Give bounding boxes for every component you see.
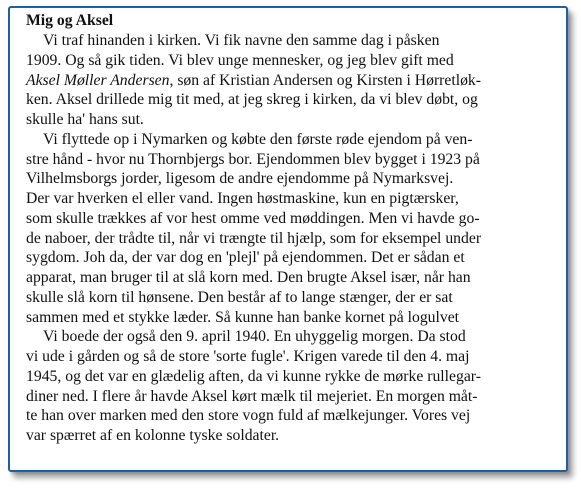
text-line: stre hånd - hvor nu Thornbjergs bor. Ejendommen blev bygget i 1923 på <box>26 150 480 168</box>
text-fragment: , søn af Kristian Andersen og Kirsten i Hørretløk- <box>169 71 481 89</box>
text-line: vi ude i gården og så de store 'sorte fugle'. Krigen varede til den 4. maj <box>26 348 470 365</box>
text-line: skulle slå korn til hønsene. Den består af to lange stænger, der er sat <box>26 288 453 306</box>
text-line: sygdom. Joh da, der var dog en 'plejl' på ejendommen. Det er sådan et <box>26 249 465 267</box>
text-line: de naboer, der trådte til, når vi trængte til hjælp, som for eksempel under <box>26 229 482 247</box>
document-title: Mig og Aksel <box>26 12 114 29</box>
document-text <box>26 11 566 446</box>
text-line: Der var hverken el eller vand. Ingen høstmaskine, kun en pigtærsker, <box>26 190 459 207</box>
text-line <box>26 71 566 91</box>
name-italic: Aksel Møller Andersen <box>26 71 170 89</box>
text-line: ken. Aksel drillede mig tit med, at jeg skreg i kirken, da vi blev døbt, og <box>26 91 478 109</box>
text-line: 1909. Og så gik tiden. Vi blev unge mennesker, og jeg blev gift med <box>26 51 454 69</box>
text-line: som skulle trækkes af vor hest omme ved møddingen. Men vi havde go- <box>26 209 480 227</box>
text-line: diner ned. I flere år havde Aksel kørt mælk til mejeriet. En morgen måt- <box>26 387 478 405</box>
text-line: skulle ha' hans sut. <box>26 111 144 128</box>
text-line: Vi traf hinanden i kirken. Vi fik navne den samme dag i påsken <box>43 32 440 49</box>
text-line: 1945, og det var en glædelig aften, da vi kunne rykke de mørke rullegar- <box>26 367 481 385</box>
text-line: Vi flyttede op i Nymarken og købte den første røde ejendom på ven- <box>43 130 473 148</box>
text-line: Vi boede der også den 9. april 1940. En uhyggelig morgen. Da stod <box>43 328 466 346</box>
text-line: Vilhelmsborgs jorder, ligesom de andre ejendomme på Nymarksvej. <box>26 170 454 188</box>
text-line: te han over marken med den store vogn fuld af mælkejunger. Vores vej <box>26 407 471 425</box>
text-line: var spærret af en kolonne tyske soldater. <box>26 427 280 444</box>
text-line: sammen med et stykke læder. Så kunne han banke kornet på logulvet <box>26 308 460 326</box>
text-line: apparat, man bruger til at slå korn med. Den brugte Aksel især, når han <box>26 269 471 286</box>
